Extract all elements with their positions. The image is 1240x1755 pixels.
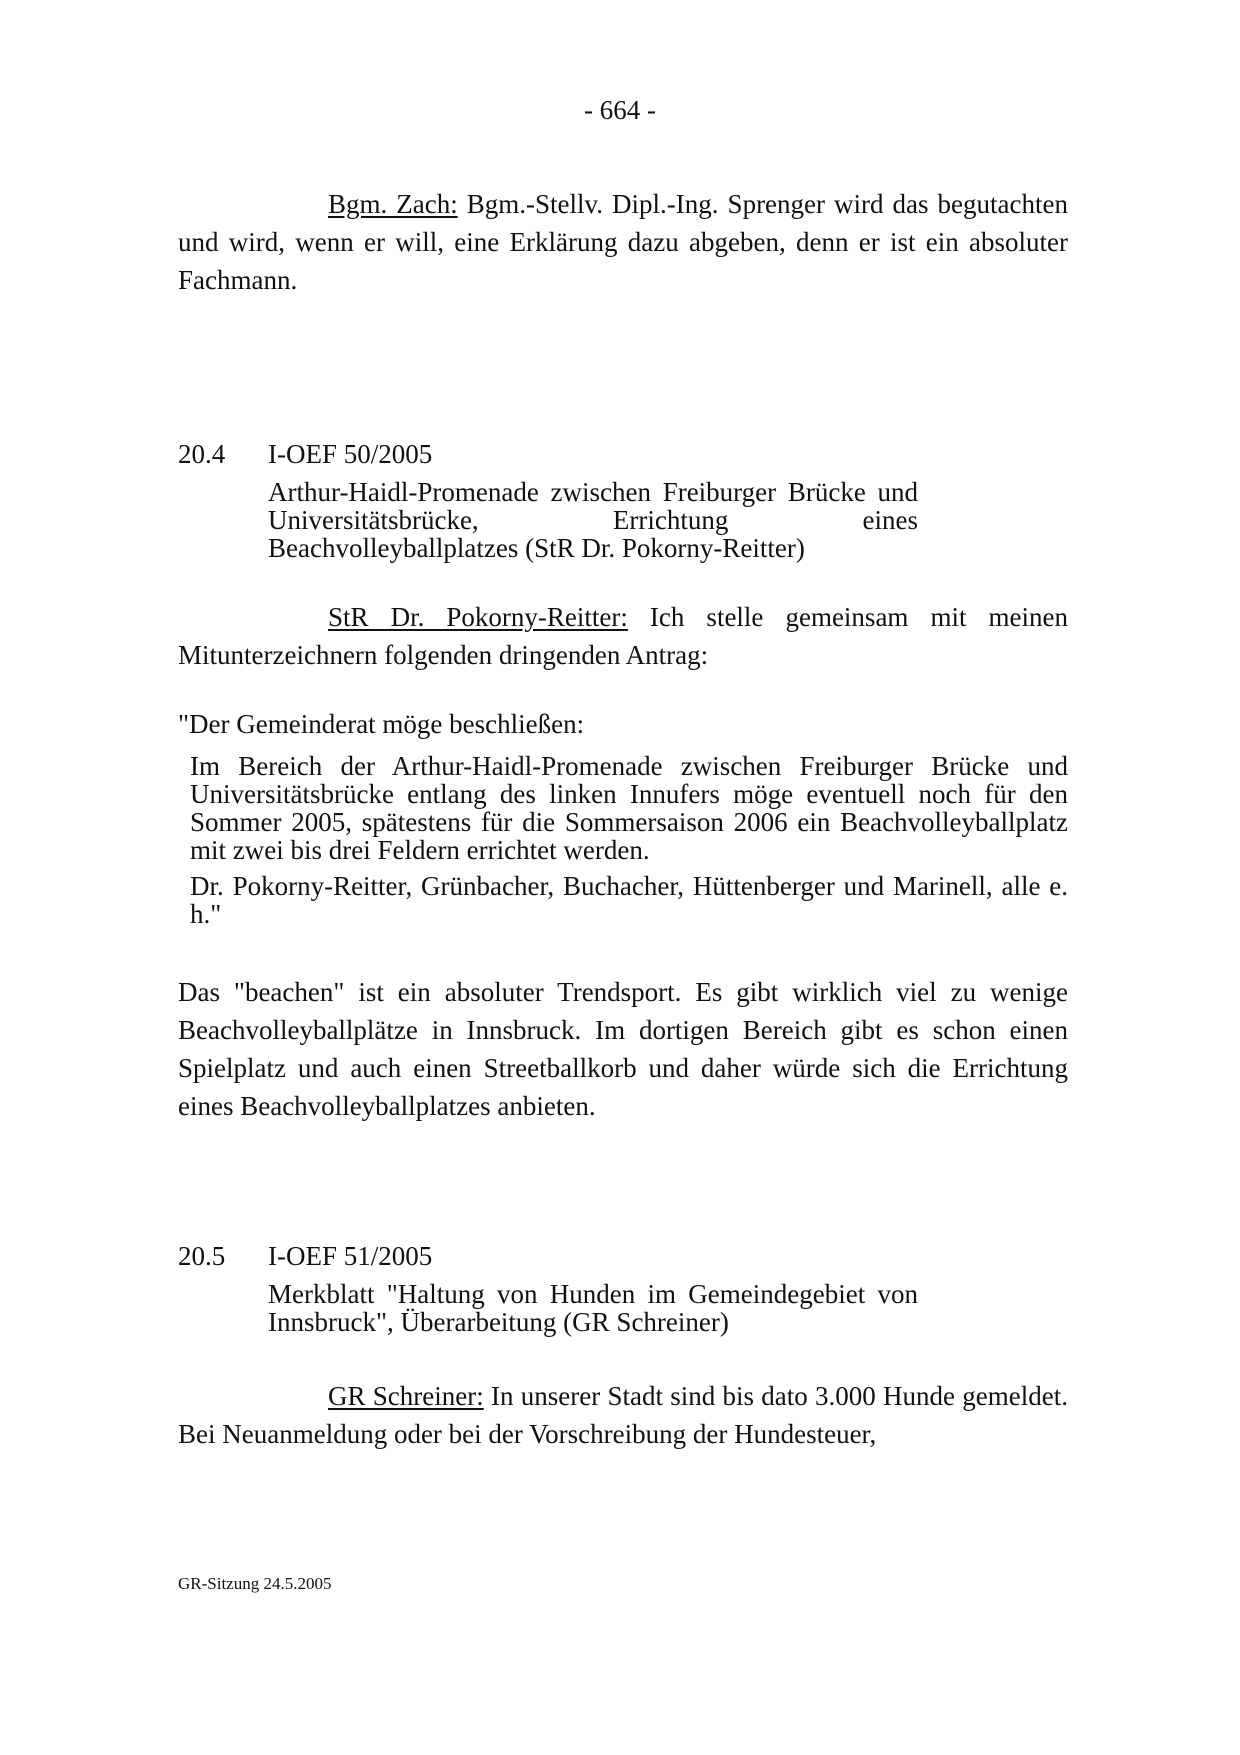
- item-code-20-5: I-OEF 51/2005: [268, 1241, 433, 1271]
- motion-intro: "Der Gemeinderat möge beschließen:: [178, 709, 585, 739]
- intro-text: Bgm.-Stellv. Dipl.-Ing. Sprenger wird das begutachten und wird, wenn er will, eine Erklärung dazu abgeben, denn er ist ein absoluter Fachmann.: [178, 189, 1068, 295]
- speech-20-4: [178, 598, 1068, 674]
- intro-paragraph: [178, 185, 1068, 299]
- item-subject-20-5: Merkblatt "Haltung von Hunden im Gemeindegebiet von Innsbruck", Überarbeitung (GR Schreiner): [268, 1279, 918, 1337]
- speech-text-20-5: In unserer Stadt sind bis dato 3.000 Hunde gemeldet. Bei Neuanmeldung oder bei der Vorschreibung der Hundesteuer,: [178, 1381, 1068, 1449]
- intro-speaker: Bgm. Zach:: [328, 189, 458, 219]
- speech-text-20-4: Ich stelle gemeinsam mit meinen Mitunterzeichnern folgenden dringenden Antrag:: [178, 602, 1068, 670]
- item-number-20-5: 20.5: [178, 1241, 226, 1271]
- item-code-20-4: I-OEF 50/2005: [268, 439, 433, 469]
- motion-body: Im Bereich der Arthur-Haidl-Promenade zwischen Freiburger Brücke und Universitätsbrücke entlang des linken Innufers möge eventuell noch für den Sommer 2005, spätestens für die Sommersaison 2006 ein Beachvolleyballplatz mit zwei bis drei Feldern errichtet werden.: [190, 751, 1068, 865]
- page-number: - 664 -: [584, 95, 656, 125]
- speech-20-5: [178, 1377, 1068, 1453]
- item-number-20-4: 20.4: [178, 439, 226, 469]
- speech-speaker-20-5: GR Schreiner:: [328, 1381, 484, 1411]
- speech-speaker-20-4: StR Dr. Pokorny-Reitter:: [328, 602, 628, 632]
- footer-session-date: GR-Sitzung 24.5.2005: [178, 1574, 332, 1593]
- item-subject-20-4: Arthur-Haidl-Promenade zwischen Freiburger Brücke und Universitätsbrücke, Errichtung eines Beachvolleyballplatzes (StR Dr. Pokorny-Reitter): [268, 477, 918, 563]
- followup-20-4: Das "beachen" ist ein absoluter Trendsport. Es gibt wirklich viel zu wenige Beachvolleyballplätze in Innsbruck. Im dortigen Bereich gibt es schon einen Spielplatz und auch einen Streetballkorb und daher würde sich die Errichtung eines Beachvolleyballplatzes anbieten.: [178, 977, 1068, 1121]
- motion-signers: Dr. Pokorny-Reitter, Grünbacher, Buchacher, Hüttenberger und Marinell, alle e. h.": [190, 871, 1068, 929]
